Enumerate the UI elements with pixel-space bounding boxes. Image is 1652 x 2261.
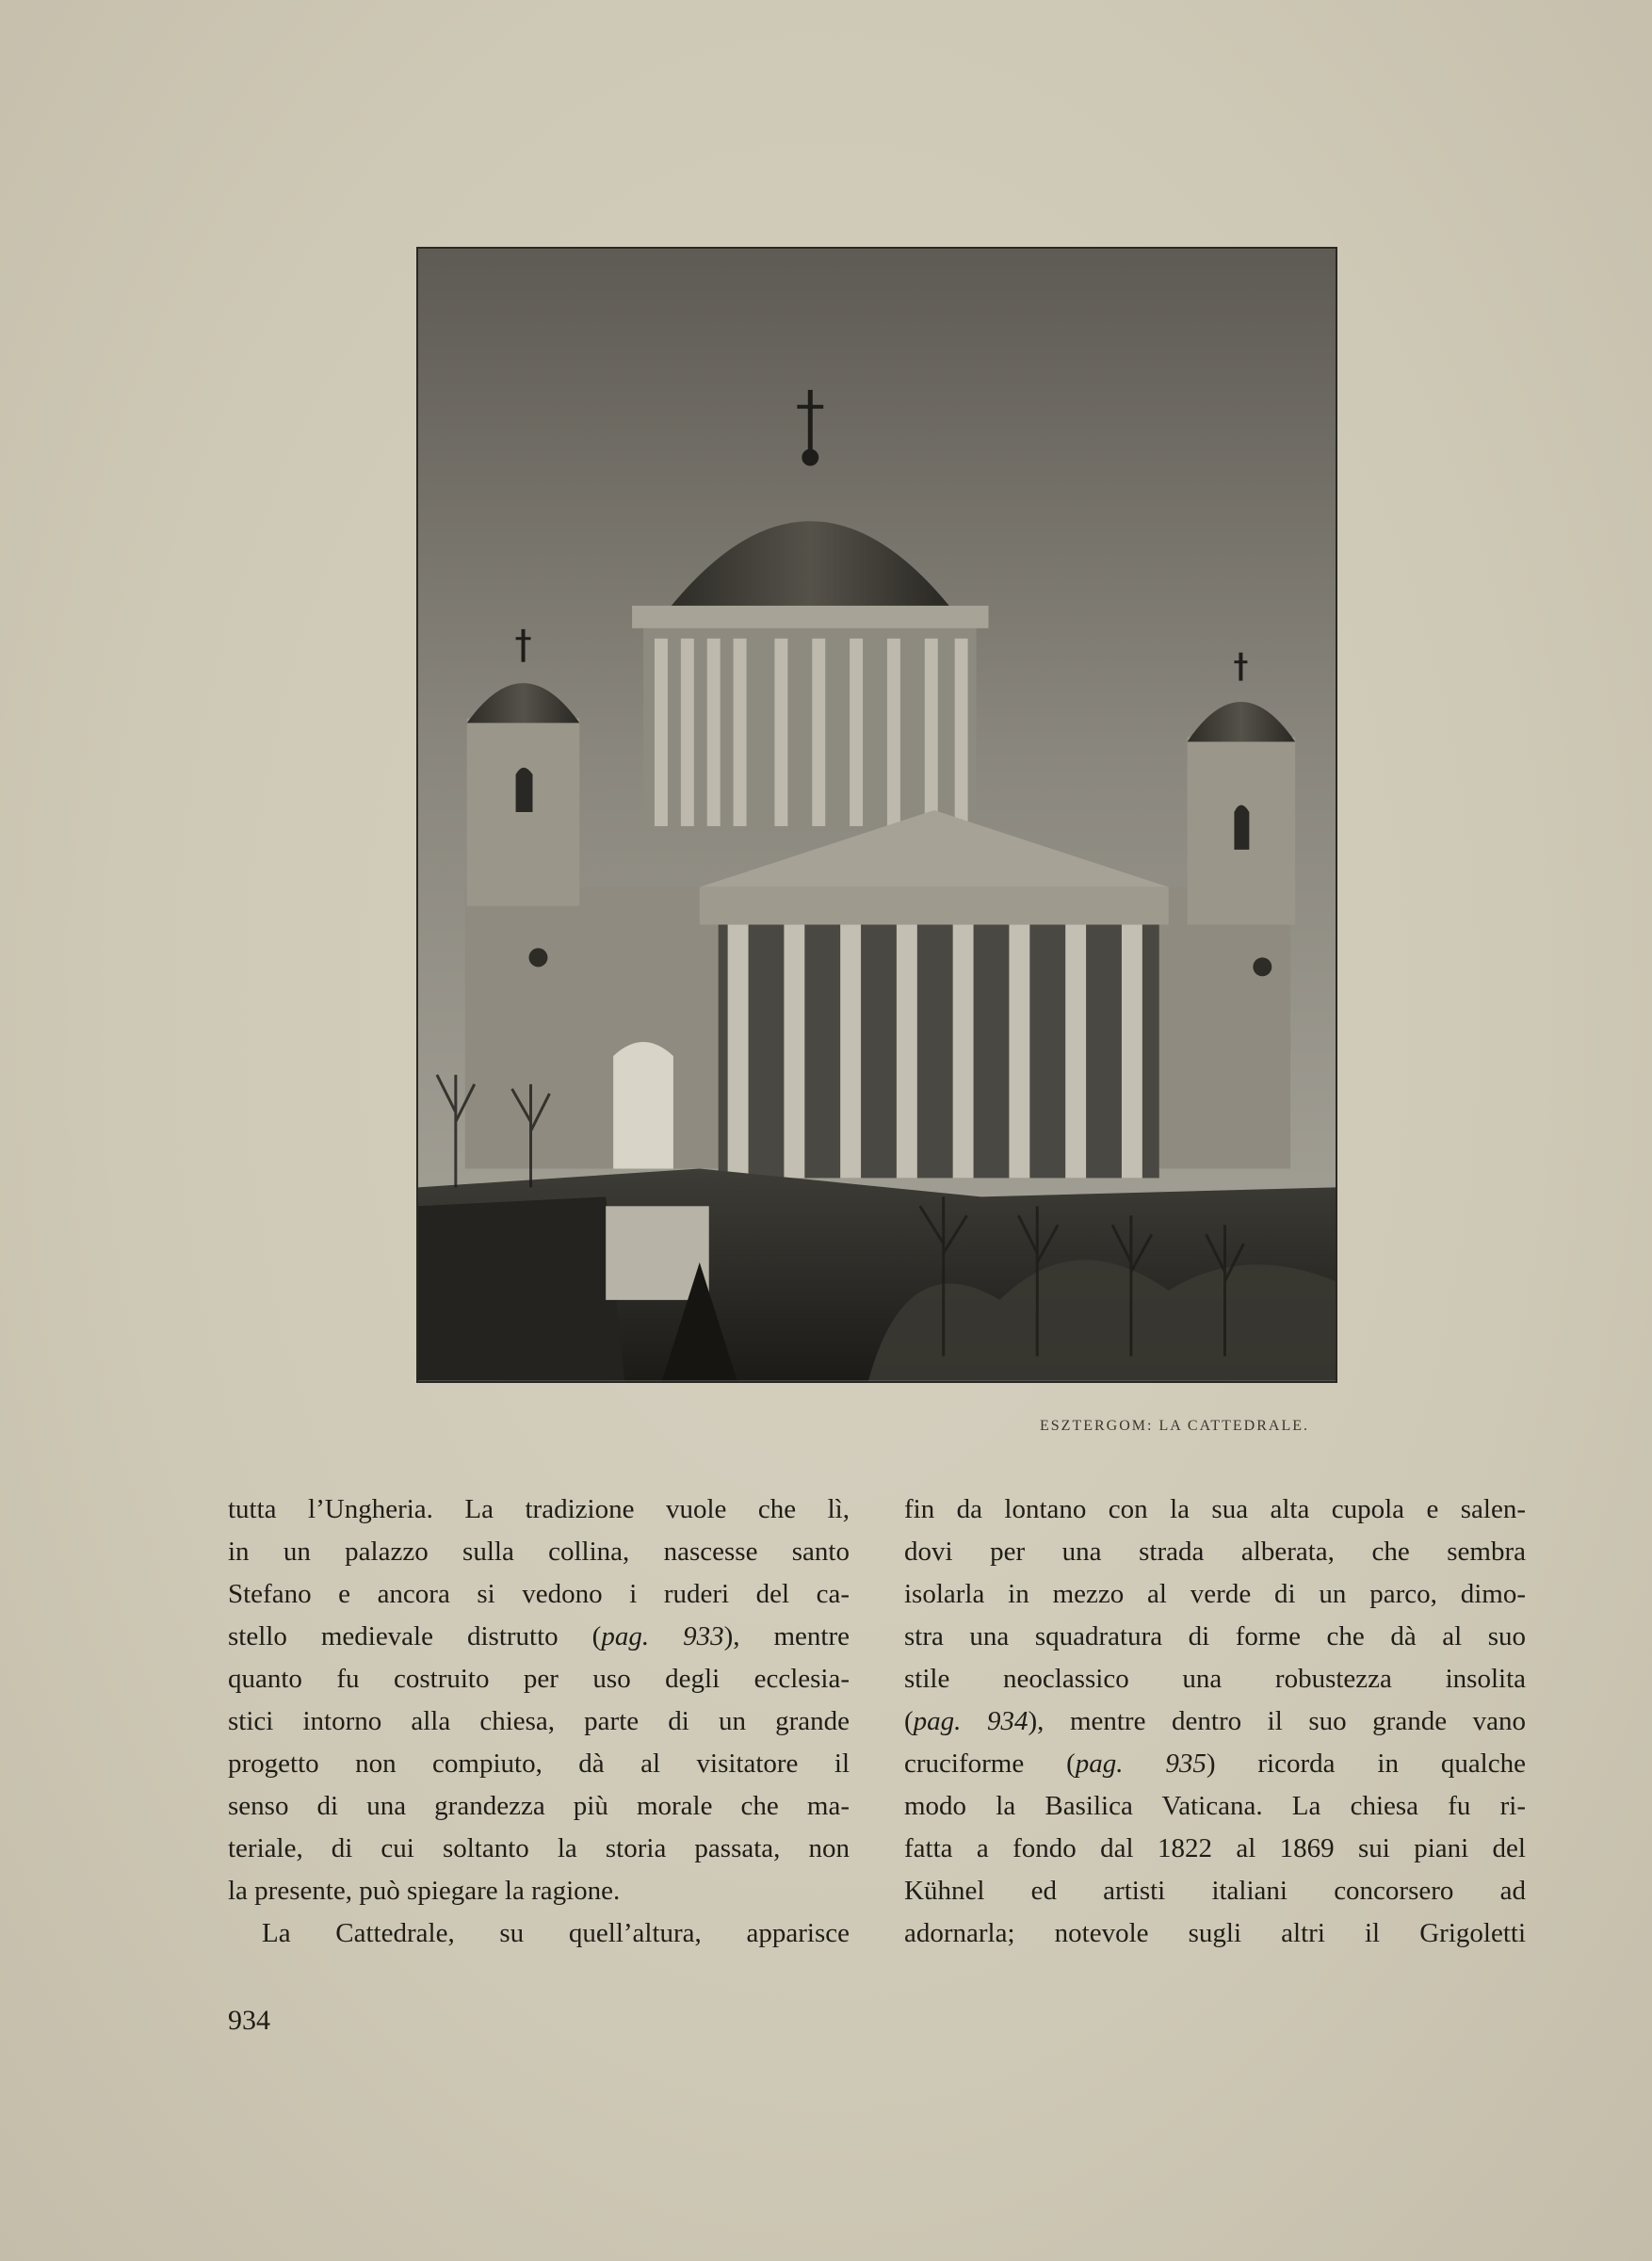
text-line: senso di una grandezza più morale che ma- xyxy=(228,1791,850,1821)
cathedral-photo xyxy=(416,247,1337,1383)
figure-caption: ESZTERGOM: LA CATTEDRALE. xyxy=(1040,1418,1309,1434)
text-line: adornarla; notevole sugli altri il Grigoletti xyxy=(904,1918,1526,1948)
text-line: tutta l’Ungheria. La tradizione vuole che lì, xyxy=(228,1494,850,1524)
left-text-column xyxy=(228,1488,850,1955)
text-line: stra una squadratura di forme che dà al suo xyxy=(904,1621,1526,1651)
text-line: in un palazzo sulla collina, nascesse santo xyxy=(228,1537,850,1567)
text-line: quanto fu costruito per uso degli ecclesia- xyxy=(228,1664,850,1694)
page-number: 934 xyxy=(228,2005,270,2036)
text-line: fin da lontano con la sua alta cupola e salen- xyxy=(904,1494,1526,1524)
text-line: La Cattedrale, su quell’altura, apparisce xyxy=(262,1918,850,1948)
text-line: progetto non compiuto, dà al visitatore il xyxy=(228,1749,850,1779)
text-line: la presente, può spiegare la ragione. xyxy=(228,1876,621,1906)
text-line: Kühnel ed artisti italiani concorsero ad xyxy=(904,1876,1526,1906)
cathedral-illustration xyxy=(418,249,1336,1381)
right-text-column xyxy=(904,1488,1526,1955)
text-line: teriale, di cui soltanto la storia passata, non xyxy=(228,1833,850,1863)
text-line: dovi per una strada alberata, che sembra xyxy=(904,1537,1526,1567)
text-line: modo la Basilica Vaticana. La chiesa fu ri- xyxy=(904,1791,1526,1821)
text-line: stile neoclassico una robustezza insolita xyxy=(904,1664,1526,1694)
text-line: fatta a fondo dal 1822 al 1869 sui piani del xyxy=(904,1833,1526,1863)
text-line: Stefano e ancora si vedono i ruderi del ca- xyxy=(228,1579,850,1609)
text-line: stello medievale distrutto (pag. 933), mentre xyxy=(228,1621,850,1651)
text-line: (pag. 934), mentre dentro il suo grande vano xyxy=(904,1706,1526,1736)
text-line: stici intorno alla chiesa, parte di un grande xyxy=(228,1706,850,1736)
text-line: isolarla in mezzo al verde di un parco, dimo- xyxy=(904,1579,1526,1609)
text-line: cruciforme (pag. 935) ricorda in qualche xyxy=(904,1749,1526,1779)
